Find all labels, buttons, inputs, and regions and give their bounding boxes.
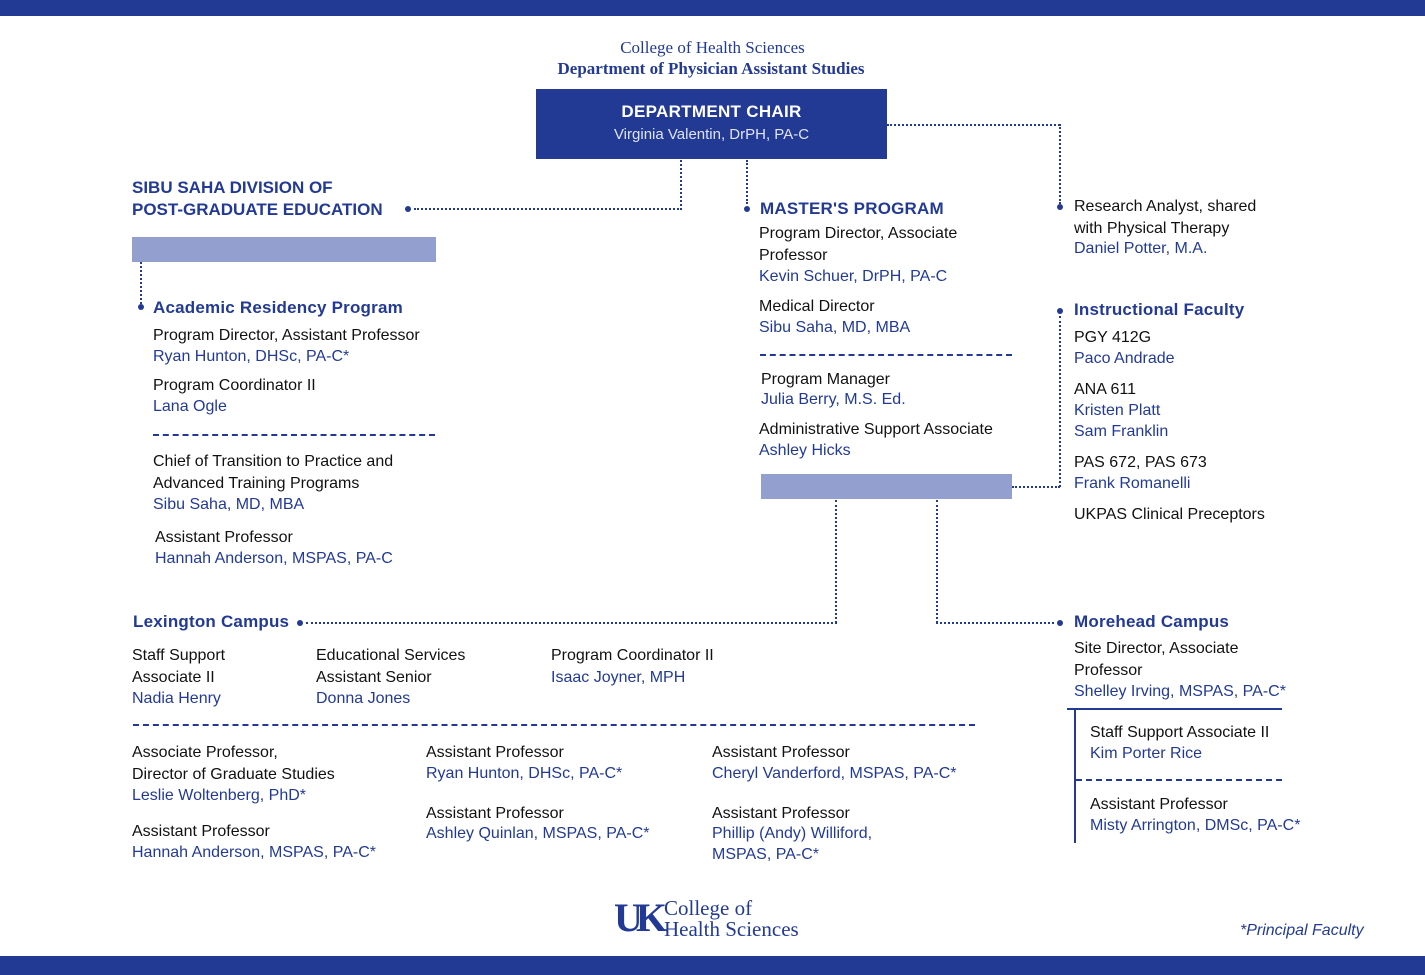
connector: [936, 622, 1054, 624]
divider: [1074, 708, 1076, 843]
logo-line2: Health Sciences: [664, 917, 799, 941]
residency-coordinator-title: Program Coordinator II: [153, 377, 316, 394]
connector: [746, 160, 748, 204]
morehead-heading: Morehead Campus: [1074, 612, 1230, 631]
faculty-name: Kristen Platt: [1074, 402, 1161, 419]
logo-line1: College of: [664, 896, 753, 920]
lex-staff-title: Associate II: [132, 669, 215, 686]
lex-faculty-title: Assistant Professor: [712, 744, 850, 761]
residency-coordinator-name: Lana Ogle: [153, 398, 227, 415]
masters-admin-title: Administrative Support Associate: [759, 421, 993, 438]
connector: [414, 208, 682, 210]
connector-dot: [744, 206, 750, 212]
faculty-name: Sam Franklin: [1074, 423, 1169, 440]
lex-faculty-title: Director of Graduate Studies: [132, 766, 335, 783]
connector: [140, 262, 142, 304]
residency-director-name: Ryan Hunton, DHSc, PA-C*: [153, 348, 350, 365]
connector: [887, 124, 1060, 126]
research-title-line1: Research Analyst, shared: [1074, 198, 1257, 215]
morehead-staff-title: Staff Support Associate II: [1090, 724, 1270, 741]
lex-faculty-title: Assistant Professor: [132, 823, 270, 840]
morehead-director-title-line2: Professor: [1074, 662, 1143, 679]
connector-dot: [1057, 204, 1063, 210]
lex-staff-name: Nadia Henry: [132, 690, 221, 707]
lex-faculty-name: Cheryl Vanderford, MSPAS, PA-C*: [712, 765, 957, 782]
connector-dot: [1057, 308, 1063, 314]
divider: [133, 724, 975, 726]
lex-staff-name: Donna Jones: [316, 690, 411, 707]
residency-asst-title: Assistant Professor: [155, 529, 293, 546]
connector: [1012, 486, 1060, 488]
lexington-heading: Lexington Campus: [133, 612, 290, 631]
morehead-director-title-line1: Site Director, Associate: [1074, 640, 1239, 657]
connector: [835, 500, 837, 623]
lex-staff-title: Educational Services: [316, 647, 466, 664]
divider: [153, 434, 435, 436]
faculty-course: ANA 611: [1074, 381, 1136, 398]
masters-medical-title: Medical Director: [759, 298, 875, 315]
residency-chief-title-line1: Chief of Transition to Practice and: [153, 453, 394, 470]
faculty-course: PGY 412G: [1074, 329, 1152, 346]
faculty-course: PAS 672, PAS 673: [1074, 454, 1207, 471]
masters-manager-title: Program Manager: [761, 371, 890, 388]
chair-title: DEPARTMENT CHAIR: [621, 102, 802, 121]
lex-faculty-name: Phillip (Andy) Williford,: [712, 825, 873, 842]
divider: [760, 354, 1012, 356]
connector-dot: [1057, 620, 1063, 626]
connector: [680, 160, 682, 210]
postgrad-heading-line2: POST-GRADUATE EDUCATION: [132, 200, 383, 219]
lex-staff-title: Program Coordinator II: [551, 647, 714, 664]
connector: [936, 500, 938, 623]
connector-dot: [297, 620, 303, 626]
masters-heading: MASTER'S PROGRAM: [760, 199, 944, 218]
masters-medical-name: Sibu Saha, MD, MBA: [759, 319, 911, 336]
morehead-staff-name: Kim Porter Rice: [1090, 745, 1203, 762]
masters-director-name: Kevin Schuer, DrPH, PA-C: [759, 268, 948, 285]
lex-faculty-name: Ryan Hunton, DHSc, PA-C*: [426, 765, 623, 782]
header-department: Department of Physician Assistant Studies: [557, 59, 865, 78]
research-title-line2: with Physical Therapy: [1074, 220, 1230, 237]
connector: [1059, 124, 1061, 204]
divider: [1076, 779, 1282, 781]
research-name: Daniel Potter, M.A.: [1074, 240, 1208, 257]
lex-faculty-title: Assistant Professor: [426, 744, 564, 761]
residency-director-title: Program Director, Assistant Professor: [153, 327, 420, 344]
masters-director-title-line1: Program Director, Associate: [759, 225, 958, 242]
lex-faculty-name: MSPAS, PA-C*: [712, 846, 819, 863]
lex-faculty-name: Leslie Woltenberg, PhD*: [132, 787, 307, 804]
lex-staff-title: Staff Support: [132, 647, 226, 664]
masters-director-title-line2: Professor: [759, 247, 828, 264]
department-chair-box: [536, 89, 887, 159]
lex-staff-name: Isaac Joyner, MPH: [551, 669, 686, 686]
chair-name: Virginia Valentin, DrPH, PA-C: [613, 126, 810, 143]
divider: [1067, 708, 1282, 710]
residency-chief-name: Sibu Saha, MD, MBA: [153, 496, 305, 513]
principal-faculty-note: *Principal Faculty: [1240, 922, 1364, 939]
faculty-preceptors: UKPAS Clinical Preceptors: [1074, 506, 1265, 523]
residency-heading: Academic Residency Program: [153, 298, 403, 317]
faculty-heading: Instructional Faculty: [1074, 300, 1245, 319]
lex-faculty-name: Ashley Quinlan, MSPAS, PA-C*: [426, 825, 650, 842]
morehead-asst-title: Assistant Professor: [1090, 796, 1228, 813]
lex-faculty-title: Assistant Professor: [712, 805, 850, 822]
uk-college-logo: [614, 895, 814, 942]
masters-bar: [761, 474, 1012, 499]
connector-dot: [138, 304, 144, 310]
residency-chief-title-line2: Advanced Training Programs: [153, 475, 360, 492]
top-band: [0, 0, 1425, 16]
postgrad-heading-line1: SIBU SAHA DIVISION OF: [132, 178, 333, 197]
postgrad-bar: [132, 237, 436, 262]
lex-faculty-title: Associate Professor,: [132, 744, 278, 761]
faculty-name: Frank Romanelli: [1074, 475, 1191, 492]
lex-staff-title: Assistant Senior: [316, 669, 432, 686]
connector: [306, 622, 837, 624]
bottom-band: [0, 956, 1425, 975]
header-college: College of Health Sciences: [620, 38, 805, 57]
masters-admin-name: Ashley Hicks: [759, 442, 851, 459]
connector: [1059, 316, 1061, 487]
lex-faculty-title: Assistant Professor: [426, 805, 564, 822]
residency-asst-name: Hannah Anderson, MSPAS, PA-C: [155, 550, 393, 567]
faculty-name: Paco Andrade: [1074, 350, 1175, 367]
lex-faculty-name: Hannah Anderson, MSPAS, PA-C*: [132, 844, 376, 861]
uk-logo-letters: UK: [614, 895, 660, 940]
morehead-director-name: Shelley Irving, MSPAS, PA-C*: [1074, 683, 1286, 700]
masters-manager-name: Julia Berry, M.S. Ed.: [761, 391, 906, 408]
connector-dot: [405, 206, 411, 212]
morehead-asst-name: Misty Arrington, DMSc, PA-C*: [1090, 817, 1301, 834]
